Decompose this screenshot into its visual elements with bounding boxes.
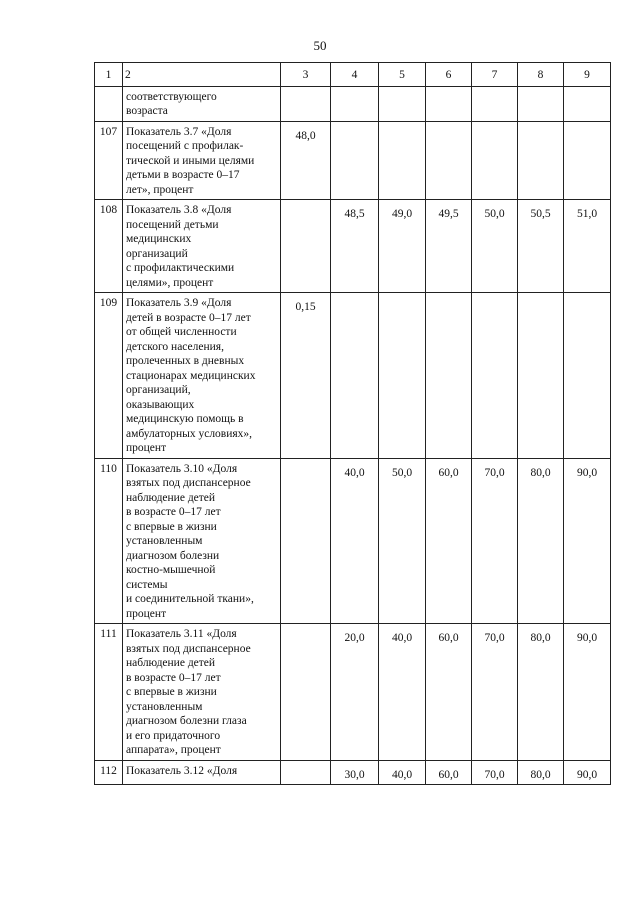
row-number-cell [95, 86, 123, 121]
table-row [95, 86, 611, 121]
value-cell-col-6: 49,5 [426, 200, 472, 293]
header-cell: 2 [123, 63, 281, 87]
value-cell-col-8 [518, 293, 564, 459]
header-cell: 9 [564, 63, 611, 87]
page-number: 50 [313, 38, 327, 53]
table-row [95, 293, 611, 459]
header-cell: 6 [426, 63, 472, 87]
value-cell-col-6: 60,0 [426, 624, 472, 761]
value-cell-col-8 [518, 121, 564, 200]
value-cell-col-3 [281, 86, 331, 121]
value-cell-col-7 [472, 86, 518, 121]
value-cell-col-6 [426, 121, 472, 200]
value-cell-col-4: 48,5 [331, 200, 379, 293]
header-cell: 8 [518, 63, 564, 87]
table-row [95, 624, 611, 761]
value-cell-col-4: 30,0 [331, 760, 379, 785]
value-cell-col-4 [331, 86, 379, 121]
value-cell-col-9 [564, 121, 611, 200]
header-cell: 5 [379, 63, 426, 87]
value-cell-col-7: 70,0 [472, 624, 518, 761]
indicator-name-cell: Показатель 3.11 «Доля взятых под диспансерное наблюдение детей в возрасте 0–17 лет с впервые в жизни установленным диагнозом болезни глаза и его придаточного аппарата», процент [123, 624, 281, 761]
value-cell-col-6: 60,0 [426, 458, 472, 624]
value-cell-col-5: 50,0 [379, 458, 426, 624]
value-cell-col-9: 51,0 [564, 200, 611, 293]
value-cell-col-3: 48,0 [281, 121, 331, 200]
value-cell-col-9: 90,0 [564, 624, 611, 761]
value-cell-col-4 [331, 293, 379, 459]
indicator-name-cell: Показатель 3.8 «Доля посещений детьми медицинских организаций с профилактическими целями», процент [123, 200, 281, 293]
value-cell-col-3 [281, 760, 331, 785]
value-cell-col-7: 70,0 [472, 458, 518, 624]
table-row [95, 200, 611, 293]
row-number-cell: 111 [95, 624, 123, 761]
value-cell-col-6 [426, 86, 472, 121]
value-cell-col-8: 50,5 [518, 200, 564, 293]
indicator-name-cell: Показатель 3.10 «Доля взятых под диспансерное наблюдение детей в возрасте 0–17 лет с впервые в жизни установленным диагнозом болезни костно-мышечной системы и соединительной ткани», процент [123, 458, 281, 624]
value-cell-col-6: 60,0 [426, 760, 472, 785]
row-number-cell: 112 [95, 760, 123, 785]
value-cell-col-5 [379, 86, 426, 121]
value-cell-col-9 [564, 293, 611, 459]
indicator-name-cell: Показатель 3.9 «Доля детей в возрасте 0–17 лет от общей численности детского населения, пролеченных в дневных стационарах медицинских организаций, оказывающих медицинскую помощь в амбулаторных условиях», процент [123, 293, 281, 459]
value-cell-col-8: 80,0 [518, 760, 564, 785]
value-cell-col-4 [331, 121, 379, 200]
indicator-name-cell: Показатель 3.7 «Доля посещений с профилак- тической и иными целями детьми в возрасте 0–17 лет», процент [123, 121, 281, 200]
value-cell-col-3 [281, 624, 331, 761]
row-number-cell: 107 [95, 121, 123, 200]
value-cell-col-7: 70,0 [472, 760, 518, 785]
value-cell-col-3: 0,15 [281, 293, 331, 459]
indicator-name-cell: соответствующего возраста [123, 86, 281, 121]
indicator-table [94, 62, 611, 785]
value-cell-col-6 [426, 293, 472, 459]
table-header-row [95, 63, 611, 87]
value-cell-col-9 [564, 86, 611, 121]
row-number-cell: 109 [95, 293, 123, 459]
table-row [95, 121, 611, 200]
value-cell-col-3 [281, 458, 331, 624]
value-cell-col-7 [472, 121, 518, 200]
value-cell-col-9: 90,0 [564, 458, 611, 624]
value-cell-col-8: 80,0 [518, 458, 564, 624]
header-cell: 3 [281, 63, 331, 87]
value-cell-col-3 [281, 200, 331, 293]
value-cell-col-5: 49,0 [379, 200, 426, 293]
value-cell-col-7 [472, 293, 518, 459]
value-cell-col-7: 50,0 [472, 200, 518, 293]
value-cell-col-5: 40,0 [379, 760, 426, 785]
table-body [95, 63, 611, 785]
value-cell-col-4: 40,0 [331, 458, 379, 624]
indicator-name-cell: Показатель 3.12 «Доля [123, 760, 281, 785]
value-cell-col-9: 90,0 [564, 760, 611, 785]
row-number-cell: 110 [95, 458, 123, 624]
row-number-cell: 108 [95, 200, 123, 293]
value-cell-col-8: 80,0 [518, 624, 564, 761]
header-cell: 7 [472, 63, 518, 87]
table-row [95, 760, 611, 785]
value-cell-col-5 [379, 121, 426, 200]
value-cell-col-8 [518, 86, 564, 121]
value-cell-col-5: 40,0 [379, 624, 426, 761]
value-cell-col-5 [379, 293, 426, 459]
table-row [95, 458, 611, 624]
value-cell-col-4: 20,0 [331, 624, 379, 761]
header-cell: 1 [95, 63, 123, 87]
header-cell: 4 [331, 63, 379, 87]
